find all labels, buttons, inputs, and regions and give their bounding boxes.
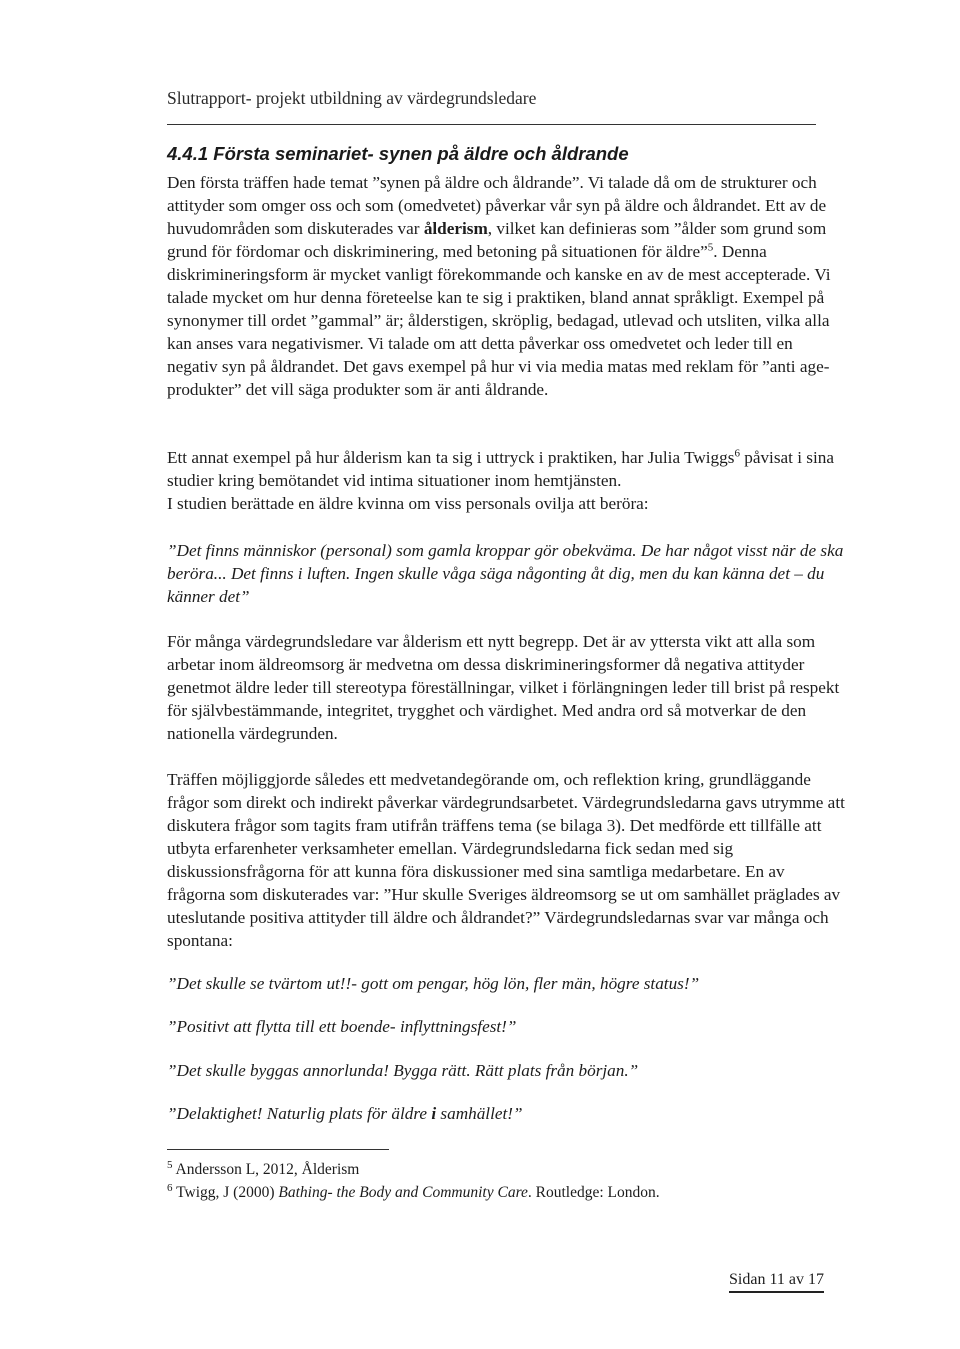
term-alderism: ålderism (423, 219, 488, 238)
footnote-6-title: Bathing- the Body and Community Care (278, 1184, 528, 1201)
answer-quote-1: ”Det skulle se tvärtom ut!!- gott om pengar, hög lön, fler män, högre status!” (167, 974, 700, 993)
paragraph-2-text-c: I studien berättade en äldre kvinna om viss personals ovilja att beröra: (167, 494, 649, 513)
footnote-6-author: Twigg, J (2000) (176, 1184, 279, 1201)
footnote-6-number: 6 (167, 1181, 173, 1194)
footnote-ref-6: 6 (734, 447, 740, 460)
answer-quote-4 (167, 1102, 847, 1125)
paragraph-1-text-a: Den första träffen hade temat ”synen på äldre och åldrande”. Vi talade då om de strukturer och attityder som omger oss och som (omedvetet) påverkar vår syn på äldre och åldrandet. Ett av de huvudområden som diskuterades var (167, 173, 827, 238)
footnote-divider (167, 1149, 389, 1150)
header-divider (167, 124, 816, 125)
footnote-5-number: 5 (167, 1158, 173, 1171)
paragraph-1-text-b: , vilket kan definieras som ”ålder som grund som grund för fördomar och diskriminering, med betoning på situationen för äldre” (167, 219, 827, 261)
paragraph-3: För många värdegrundsledare var ålderism ett nytt begrepp. Det är av yttersta vikt att alla som arbetar inom äldreomsorg är medvetna om dessa diskrimineringsformer då negativa attityder genetmot äldre leder till stereotypa föreställningar, vilket i förlängningen leder till brist på respekt för självbestämmande, integritet, trygghet och värdighet. Med andra ord så motverkar de den nationella värdegrunden. (167, 632, 840, 743)
section-heading: 4.4.1 Första seminariet- synen på äldre och åldrande (167, 143, 629, 164)
footnote-ref-5: 5 (707, 241, 714, 254)
paragraph-4: Träffen möjliggjorde således ett medvetandegörande om, och reflektion kring, grundläggande frågor som direkt och indirekt påverkar värdegrundsarbetet. Värdegrundsledarna gavs utrymme att diskutera frågor som tagits fram utifrån träffens tema (se bilaga 3). Det medförde ett tillfälle att utbyta erfarenheter verksamheter emellan. Värdegrundsledarna fick sedan med sig diskussionsfrågorna för att kunna föra diskussioner med sina samtliga medarbetare. En av frågorna som diskuterades var: ”Hur skulle Sveriges äldreomsorg se ut om samhället präglades av uteslutande positiva attityder till äldre och åldrandet?” Värdegrundsledarnas svar var många och spontana: (167, 770, 845, 950)
footnote-6-publisher: . Routledge: London. (527, 1184, 660, 1201)
block-quote: ”Det finns människor (personal) som gamla kroppar gör obekväma. De har något visst när de ska beröra... Det finns i luften. Ingen skulle våga säga någonting åt dig, men du kan känna det – du känner det” (167, 541, 844, 606)
answer-quote-4-post: samhället!” (436, 1104, 523, 1123)
answer-quote-2: ”Positivt att flytta till ett boende- inflyttningsfest!” (167, 1017, 517, 1036)
answer-quote-4-pre: ”Delaktighet! Naturlig plats för äldre (167, 1104, 432, 1123)
running-header: Slutrapport- projekt utbildning av värdegrundsledare (167, 88, 537, 108)
footnote-5 (167, 1160, 359, 1180)
paragraph-2 (167, 446, 847, 515)
paragraph-2-text-a: Ett annat exempel på hur ålderism kan ta sig i uttryck i praktiken, har Julia Twiggs (167, 448, 735, 467)
footnote-5-text: Andersson L, 2012, Ålderism (175, 1161, 360, 1178)
answer-quote-3: ”Det skulle byggas annorlunda! Bygga rätt. Rätt plats från början.” (167, 1061, 639, 1080)
page-number: Sidan 11 av 17 (729, 1271, 824, 1293)
footnote-6 (167, 1183, 660, 1203)
paragraph-1-text-c: . Denna diskrimineringsform är mycket vanligt förekommande och kanske en av de mest accepterade. Vi talade mycket om hur denna företeelse kan te sig i praktiken, bland annat språkligt. Exempel på synonymer till ordet ”gammal” är; ålderstigen, skröplig, bedagad, utlevad och utsliten, vilka alla kan anses vara negativismer. Vi talade om att detta påverkar oss omedvetet och leder till en negativ syn på åldrandet. Det gavs exempel på hur vi via media matas med reklam för ”anti age-produkter” det vill säga produkter som är anti åldrande. (167, 242, 831, 399)
answer-quote-4-bold: i (431, 1104, 437, 1123)
paragraph-2-text-b: påvisat i sina studier kring bemötandet vid intima situationer inom hemtjänsten. (167, 448, 834, 490)
paragraph-1 (167, 171, 847, 401)
